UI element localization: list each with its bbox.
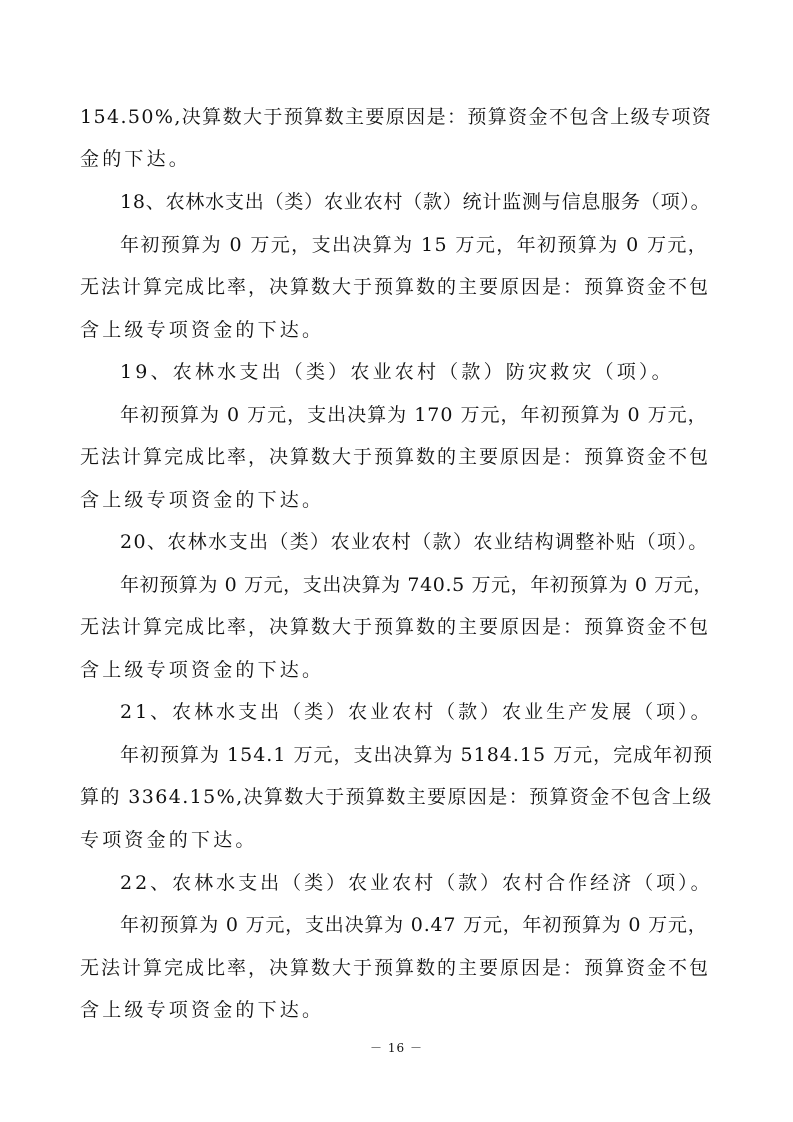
body-text-line: 154.50%,决算数大于预算数主要原因是：预算资金不包含上级专项资 <box>80 106 713 128</box>
section-heading-19: 19、农林水支出（类）农业农村（款）防灾救灾（项）。 <box>120 361 674 383</box>
body-text-line: 无法计算完成比率，决算数大于预算数的主要原因是：预算资金不包 <box>80 446 711 468</box>
body-text-line: 无法计算完成比率，决算数大于预算数的主要原因是：预算资金不包 <box>80 616 711 638</box>
section-heading-18: 18、农林水支出（类）农业农村（款）统计监测与信息服务（项）。 <box>120 191 711 213</box>
body-text-line: 含上级专项资金的下达。 <box>80 319 325 341</box>
body-text-line: 算的 3364.15%,决算数大于预算数主要原因是：预算资金不包含上级 <box>80 786 713 808</box>
body-text-line: 年初预算为 0 万元，支出决算为 15 万元，年初预算为 0 万元， <box>120 234 709 256</box>
body-text-line: 含上级专项资金的下达。 <box>80 659 325 681</box>
body-text-line: 专项资金的下达。 <box>80 829 258 851</box>
body-text-line: 年初预算为 0 万元，支出决算为 170 万元，年初预算为 0 万元， <box>120 404 708 426</box>
page-number: － 16 － <box>370 1041 423 1055</box>
body-text-line: 含上级专项资金的下达。 <box>80 489 325 511</box>
body-text-line: 金的下达。 <box>80 148 192 170</box>
body-text-line: 年初预算为 154.1 万元，支出决算为 5184.15 万元，完成年初预 <box>120 744 714 766</box>
body-text-line: 含上级专项资金的下达。 <box>80 999 325 1021</box>
body-text-line: 年初预算为 0 万元，支出决算为 0.47 万元，年初预算为 0 万元， <box>120 914 708 936</box>
section-heading-21: 21、农林水支出（类）农业农村（款）农业生产发展（项）。 <box>120 701 713 723</box>
body-text-line: 年初预算为 0 万元，支出决算为 740.5 万元，年初预算为 0 万元， <box>120 574 714 596</box>
body-text-line: 无法计算完成比率，决算数大于预算数的主要原因是：预算资金不包 <box>80 957 711 979</box>
section-heading-20: 20、农林水支出（类）农业农村（款）农业结构调整补贴（项）。 <box>120 531 709 553</box>
section-heading-22: 22、农林水支出（类）农业农村（款）农村合作经济（项）。 <box>120 872 713 894</box>
body-text-line: 无法计算完成比率，决算数大于预算数的主要原因是：预算资金不包 <box>80 276 711 298</box>
